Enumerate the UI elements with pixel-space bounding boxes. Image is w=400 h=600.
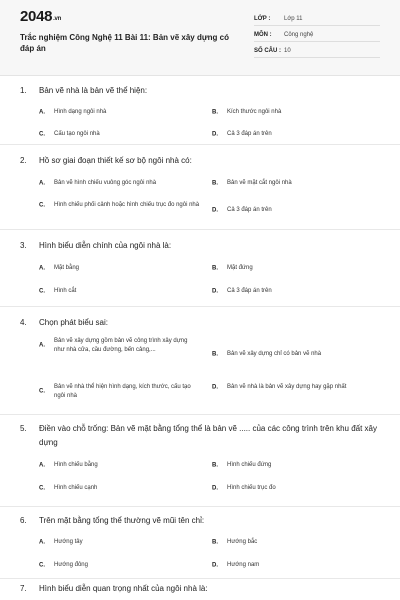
option-text: Bản vẽ nhà là bản vẽ xây dựng hay gặp nhất	[227, 384, 347, 390]
meta-key: SỐ CÂU :	[254, 48, 281, 54]
option-d[interactable]	[212, 206, 382, 215]
option-letter: C.	[39, 388, 45, 395]
meta-key: LỚP :	[254, 16, 271, 22]
question-text: Điền vào chỗ trống: Bản vẽ mặt bằng tổng thể là bản vẽ ..... của các công trình trên khu đất xây dựng	[39, 424, 377, 447]
question-heading	[20, 316, 382, 330]
option-a[interactable]	[39, 538, 199, 547]
option-letter: C.	[39, 485, 45, 491]
option-d[interactable]	[212, 561, 382, 570]
question-heading	[20, 582, 382, 596]
page-header	[0, 0, 400, 76]
logo-suffix: .vn	[53, 16, 61, 22]
option-text: Hình chiếu phối cảnh hoặc hình chiếu trục đo ngôi nhà	[54, 202, 200, 208]
option-letter: B.	[212, 539, 218, 545]
option-text: Mặt đứng	[227, 265, 253, 271]
option-letter: A.	[39, 109, 45, 115]
option-letter: A.	[39, 462, 45, 468]
option-c[interactable]	[39, 484, 199, 493]
option-b[interactable]	[212, 108, 382, 117]
question-text: Hồ sơ giai đoạn thiết kế sơ bộ ngôi nhà có:	[39, 156, 192, 165]
option-text: Cả 3 đáp án trên	[227, 131, 272, 137]
question-number: 6.	[20, 516, 27, 525]
option-letter: D.	[212, 485, 218, 491]
option-c[interactable]	[39, 561, 199, 570]
option-a[interactable]	[39, 461, 199, 470]
option-c[interactable]	[39, 383, 199, 401]
option-text: Hướng bắc	[227, 539, 258, 545]
question-text: Trên mặt bằng tổng thể thường vẽ mũi tên chỉ:	[39, 516, 205, 525]
option-letter: B.	[212, 265, 218, 271]
option-text: Cả 3 đáp án trên	[227, 207, 272, 213]
option-text: Kích thước ngôi nhà	[227, 109, 282, 115]
option-text: Hình chiếu cạnh	[54, 485, 98, 491]
option-text: Hình cắt	[54, 288, 77, 294]
option-b[interactable]	[212, 179, 382, 188]
option-d[interactable]	[212, 383, 382, 392]
question-heading	[20, 514, 382, 528]
logo-text: 2048	[20, 8, 53, 25]
meta-row-class	[254, 13, 380, 26]
option-text: Mặt bằng	[54, 265, 80, 271]
question-heading	[20, 239, 382, 253]
option-b[interactable]	[212, 264, 382, 273]
option-a[interactable]	[39, 179, 204, 188]
question-text: Hình biểu diễn quan trọng nhất của ngôi nhà là:	[39, 584, 208, 593]
option-text: Cấu tạo ngôi nhà	[54, 131, 100, 137]
option-c[interactable]	[39, 201, 209, 210]
question-heading	[20, 422, 382, 450]
option-text: Hình dạng ngôi nhà	[54, 109, 107, 115]
question-text: Chọn phát biểu sai:	[39, 318, 108, 327]
option-text: Bản vẽ xây dựng gồm bản vẽ công trình xây dựng như nhà cửa, cầu đường, bến cảng,...	[54, 338, 188, 353]
option-letter: B.	[212, 351, 218, 357]
question-heading	[20, 154, 382, 168]
option-d[interactable]	[212, 484, 382, 493]
document-title: Trắc nghiệm Công Nghệ 11 Bài 11: Bản vẽ xây dựng có đáp án	[20, 33, 229, 53]
option-letter: D.	[212, 384, 218, 390]
question-number: 5.	[20, 424, 27, 433]
option-d[interactable]	[212, 287, 382, 296]
option-letter: B.	[212, 180, 218, 186]
option-text: Bản vẽ xây dựng chỉ có bản vẽ nhà	[227, 351, 322, 357]
option-b[interactable]	[212, 350, 382, 359]
option-text: Cả 3 đáp án trên	[227, 288, 272, 294]
question-number: 2.	[20, 156, 27, 165]
site-logo[interactable]	[20, 8, 61, 25]
option-d[interactable]	[212, 130, 382, 139]
option-letter: A.	[39, 342, 45, 349]
question-text: Hình biểu diễn chính của ngôi nhà là:	[39, 241, 172, 250]
meta-row-count	[254, 45, 380, 58]
question-heading	[20, 84, 382, 98]
option-a[interactable]	[39, 108, 199, 117]
option-letter: B.	[212, 109, 218, 115]
question-number: 4.	[20, 318, 27, 327]
question-divider	[0, 506, 400, 507]
option-c[interactable]	[39, 130, 199, 139]
question-6	[0, 510, 400, 582]
option-c[interactable]	[39, 287, 199, 296]
option-text: Bản vẽ hình chiếu vuông góc ngôi nhà	[54, 180, 157, 186]
question-number: 7.	[20, 584, 27, 593]
option-a[interactable]	[39, 337, 199, 355]
option-b[interactable]	[212, 461, 382, 470]
option-text: Hình chiếu trục đo	[227, 485, 276, 491]
question-divider	[0, 578, 400, 579]
question-2	[0, 150, 400, 232]
question-4	[0, 312, 400, 412]
meta-value: 10	[284, 48, 291, 54]
option-text: Hướng tây	[54, 539, 83, 545]
question-number: 3.	[20, 241, 27, 250]
question-5	[0, 420, 400, 502]
question-divider	[0, 144, 400, 145]
question-divider	[0, 229, 400, 230]
meta-key: MÔN :	[254, 32, 272, 38]
option-text: Hình chiếu đứng	[227, 462, 272, 468]
option-letter: A.	[39, 539, 45, 545]
option-b[interactable]	[212, 538, 382, 547]
question-divider	[0, 306, 400, 307]
option-letter: C.	[39, 131, 45, 137]
option-text: Bản vẽ mặt cắt ngôi nhà	[227, 180, 292, 186]
meta-row-subject	[254, 29, 380, 42]
option-letter: D.	[212, 131, 218, 137]
option-letter: A.	[39, 180, 45, 186]
option-text: Hình chiếu bằng	[54, 462, 98, 468]
question-number: 1.	[20, 86, 27, 95]
option-text: Bản vẽ nhà thể hiện hình dạng, kích thước, cấu tạo ngôi nhà	[54, 384, 191, 399]
option-letter: A.	[39, 265, 45, 271]
question-text: Bản vẽ nhà là bản vẽ thể hiện:	[39, 86, 148, 95]
option-text: Hướng đông	[54, 562, 88, 568]
question-3	[0, 235, 400, 307]
option-letter: C.	[39, 202, 45, 208]
option-letter: B.	[212, 462, 218, 468]
option-a[interactable]	[39, 264, 199, 273]
option-letter: C.	[39, 288, 45, 294]
option-letter: D.	[212, 562, 218, 568]
question-1	[0, 80, 400, 148]
meta-value: Công nghệ	[284, 32, 314, 38]
option-letter: D.	[212, 207, 218, 213]
option-letter: C.	[39, 562, 45, 568]
option-letter: D.	[212, 288, 218, 294]
question-7	[0, 580, 400, 600]
meta-value: Lớp 11	[284, 16, 303, 22]
question-divider	[0, 414, 400, 415]
option-text: Hướng nam	[227, 562, 260, 568]
